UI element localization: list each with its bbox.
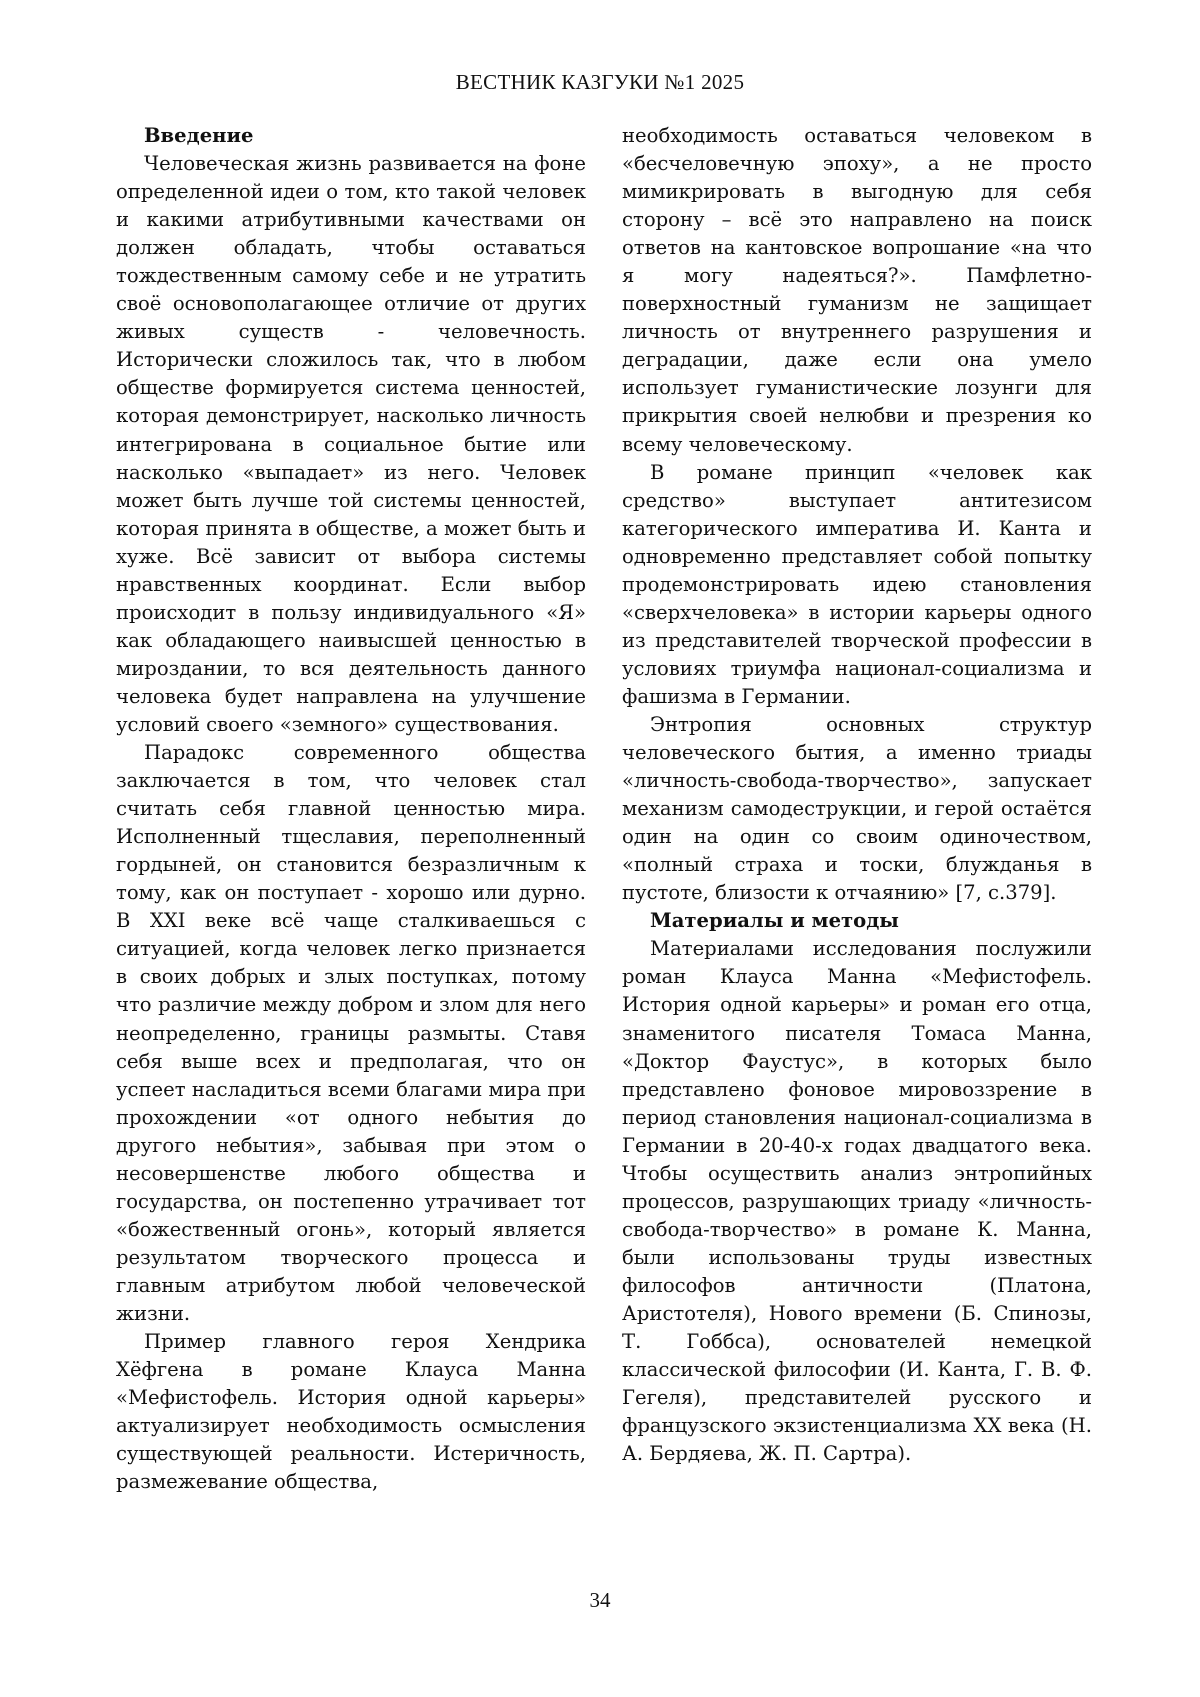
paragraph: В романе принцип «человек как средство» выступает антитезисом категорического императива И. Канта и одновременно представляет собой попытку продемонстрировать идею становления «сверхчеловека» в истории карьеры одного из представителей творческой профессии в условиях триумфа национал-социализма и фашизма в Германии.	[622, 460, 1092, 708]
paragraph: Материалами исследования послужили роман Клауса Манна «Мефистофель. История одной карьеры» и роман его отца, знаменитого писателя Томаса Манна, «Доктор Фаустус», в которых было представлено фоновое мировоззрение в период становления национал-социализма в Германии в 20-40-х годах двадцатого века. Чтобы осуществить анализ энтропийных процессов, разрушающих триаду «личность-свобода-творчество» в романе К. Манна, были использованы труды известных философов античности (Платона, Аристотеля), Нового времени (Б. Спинозы, Т. Гоббса), основателей немецкой классической философии (И. Канта, Г. В. Ф. Гегеля), представителей русского и французского экзистенциализма XX века (Н. А. Бердяева, Ж. П. Сартра).	[622, 937, 1092, 1466]
page-number: 34	[589, 1588, 611, 1612]
section-heading-introduction: Введение	[144, 124, 254, 147]
paragraph: Энтропия основных структур человеческого бытия, а именно триады «личность-свобода-творчество», запускает механизм самодеструкции, и герой остаётся один на один со своим одиночеством, «полный страха и тоски, блужданья в пустоте, близости к отчаянию» [7, с.379].	[622, 712, 1092, 905]
paragraph: Парадокс современного общества заключается в том, что человек стал считать себя главной ценностью мира. Исполненный тщеславия, переполненный гордыней, он становится безразличным к тому, как он поступает - хорошо или дурно. В XXI веке всё чаще сталкиваешься с ситуацией, когда человек легко признается в своих добрых и злых поступках, потому что различие между добром и злом для него неопределенно, границы размыты. Ставя себя выше всех и предполагая, что он успеет насладиться всеми благами мира при прохождении «от одного небытия до другого небытия», забывая при этом о несовершенстве любого общества и государства, он постепенно утрачивает тот «божественный огонь», который является результатом творческого процесса и главным атрибутом любой человеческой жизни.	[116, 741, 586, 1325]
section-heading-methods: Материалы и методы	[650, 909, 899, 933]
paragraph-continuation: необходимость оставаться человеком в «бесчеловечную эпоху», а не просто мимикрировать в выгодную для себя сторону – всё это направлено на поиск ответов на кантовское вопрошание «на что я могу надеяться?». Памфлетно-поверхностный гуманизм не защищает личность от внутреннего разрушения и деградации, даже если она умело использует гуманистические лозунги для прикрытия своей нелюбви и презрения ко всему человеческому.	[622, 124, 1092, 456]
running-header: ВЕСТНИК КАЗГУКИ №1 2025	[455, 70, 745, 94]
right-column	[622, 122, 1092, 1468]
left-column	[116, 122, 586, 1496]
paragraph: Пример главного героя Хендрика Хёфгена в романе Клауса Манна «Мефистофель. История одной карьеры» актуализирует необходимость осмысления существующей реальности. Истеричность, размежевание общества,	[116, 1330, 586, 1494]
paragraph: Человеческая жизнь развивается на фоне определенной идеи о том, кто такой человек и какими атрибутивными качествами он должен обладать, чтобы оставаться тождественным самому себе и не утратить своё основополагающее отличие от других живых существ - человечность. Исторически сложилось так, что в любом обществе формируется система ценностей, которая демонстрирует, насколько личность интегрирована в социальное бытие или насколько «выпадает» из него. Человек может быть лучше той системы ценностей, которая принята в обществе, а может быть и хуже. Всё зависит от выбора системы нравственных координат. Если выбор происходит в пользу индивидуального «Я» как обладающего наивысшей ценностью в мироздании, то вся деятельность данного человека будет направлена на улучшение условий своего «земного» существования.	[116, 152, 586, 736]
